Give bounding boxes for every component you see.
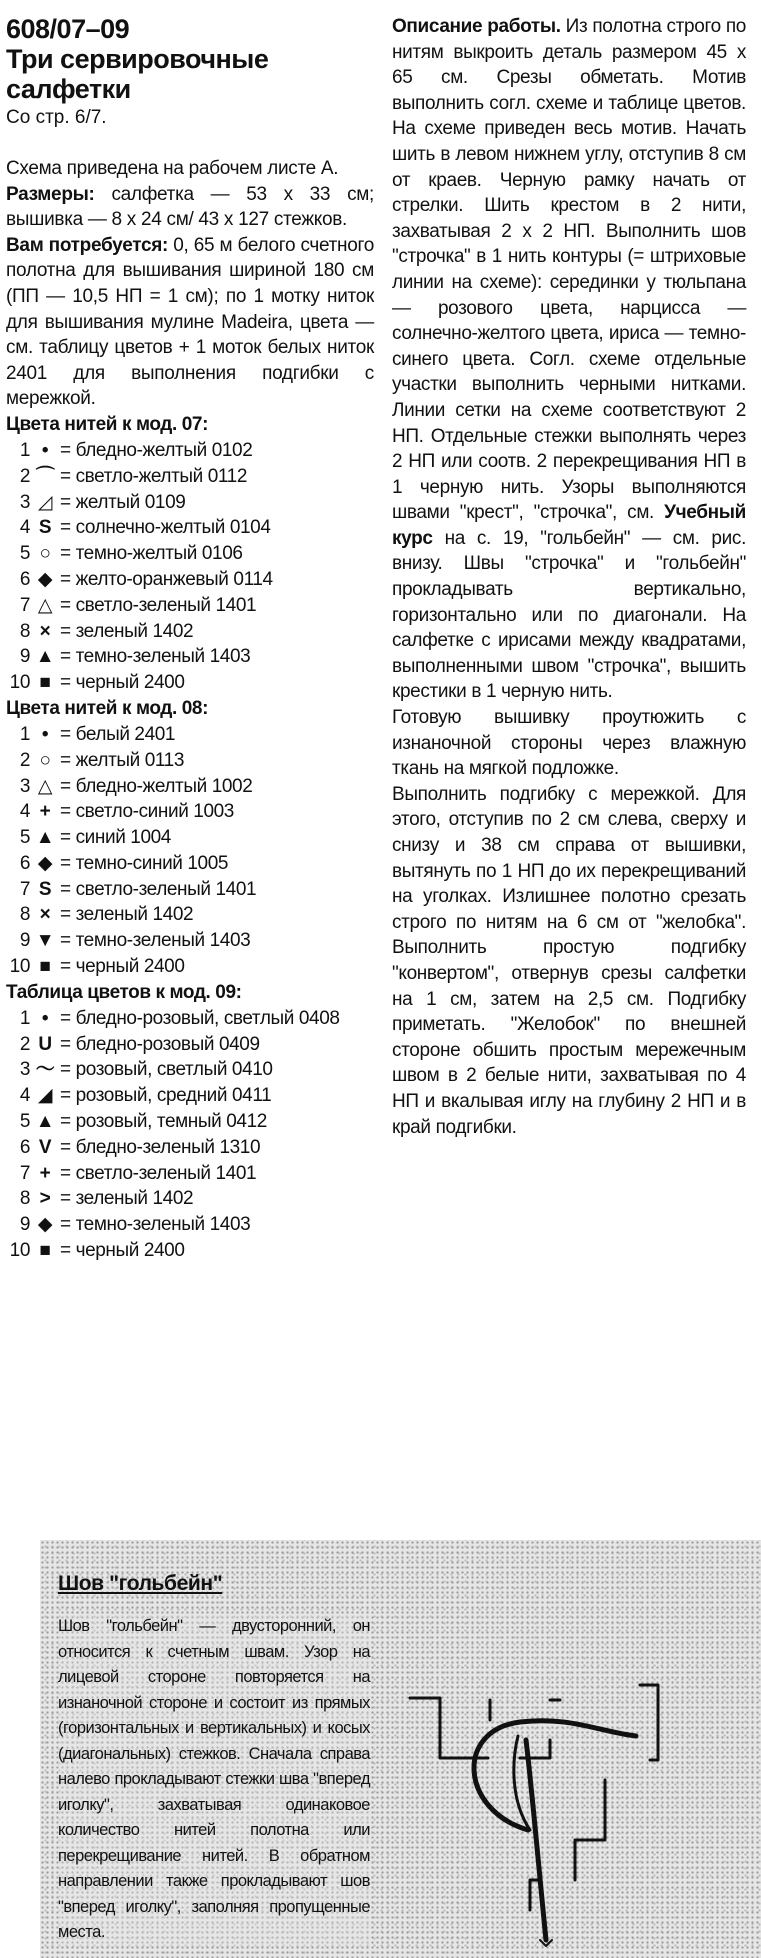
color-number: 7	[19, 1162, 30, 1184]
color-description: = синий 1004	[60, 827, 171, 849]
color-symbol: ◆	[37, 568, 53, 590]
colors-09-list	[6, 1006, 374, 1264]
color-symbol: +	[39, 801, 51, 823]
color-symbol: ×	[39, 620, 51, 642]
sizes-paragraph	[6, 182, 374, 233]
color-symbol: ◆	[37, 852, 53, 874]
color-number: 6	[19, 852, 30, 874]
color-number: 2	[19, 1033, 30, 1055]
colors-08-list	[6, 722, 374, 980]
color-description: = светло-зеленый 1401	[60, 594, 257, 616]
color-item	[6, 722, 374, 748]
color-item	[6, 851, 374, 877]
color-item	[6, 567, 374, 593]
sizes-label: Размеры:	[6, 183, 95, 205]
color-symbol: ◿	[37, 491, 53, 513]
work-paragraph-2: Готовую вышивку проутюжить с изнаночной стороны через влажную ткань на мягкой подложке.	[392, 707, 746, 780]
course-label: Учебный курс	[392, 502, 746, 549]
color-number: 8	[19, 1188, 30, 1210]
color-number: 9	[19, 930, 30, 952]
sizes-text: салфетка — 53 x 33 см; вышивка — 8 x 24 см/ 43 x 127 стежков.	[6, 183, 375, 231]
color-description: = зеленый 1402	[60, 1188, 194, 1210]
color-item	[6, 954, 374, 980]
color-symbol: △	[37, 775, 53, 797]
color-number: 1	[19, 723, 30, 745]
color-number: 5	[19, 827, 30, 849]
color-symbol: ▼	[35, 930, 55, 952]
color-symbol: ■	[39, 672, 51, 694]
color-symbol: △	[37, 594, 53, 616]
color-symbol: •	[41, 439, 49, 461]
color-description: = светло-синий 1003	[60, 801, 234, 823]
color-number: 5	[19, 543, 30, 565]
color-description: = желтый 0113	[60, 749, 185, 771]
color-description: = черный 2400	[60, 956, 185, 978]
color-item	[6, 1032, 374, 1058]
color-number: 4	[19, 1085, 30, 1107]
color-symbol: ■	[39, 956, 51, 978]
color-description: = желтый 0109	[60, 491, 186, 513]
color-symbol: ▲	[35, 1111, 55, 1133]
color-symbol: ■	[39, 1240, 51, 1262]
color-number: 1	[19, 1007, 30, 1029]
color-description: = темно-зеленый 1403	[60, 646, 251, 668]
color-number: 10	[9, 1240, 30, 1262]
color-number: 5	[19, 1111, 30, 1133]
color-number: 9	[19, 646, 30, 668]
color-symbol: >	[39, 1188, 51, 1210]
color-description: = темно-зеленый 1403	[60, 930, 251, 952]
color-number: 10	[9, 672, 30, 694]
colors-07-list	[6, 438, 374, 696]
work-text-1: Из полотна строго по нитям выкроить деталь размером 45 x 65 см. Срезы обметать. Мотив выполнить согл. схеме и таблице цветов. На схеме приведен весь мотив. Начать шить в левом нижнем углу, отступив 8 см от краев. Черную рамку начать от стрелки. Шить крестом в 2 нити, захватывая 2 x 2 НП. Выполнить шов "строчка" в 1 нить контуры (= штриховые линии на схеме): серединки у тюльпана — розового цвета, нарцисса — солнечно-желтого цвета, ириса — темно-синего цвета. Согл. схеме отдельные участки выполнить черными нитками. Линии сетки на схеме соответствуют 2 НП. Отдельные стежки выполнять через 2 НП или соотв. 2 перекрещивания НП в 1 черную нить. Узоры выполняются швами "крест", "строчка", см.	[392, 16, 747, 524]
color-number: 8	[19, 904, 30, 926]
page-reference: Со стр. 6/7.	[6, 107, 107, 128]
work-paragraph-1	[392, 14, 746, 705]
color-symbol: ○	[39, 543, 51, 565]
color-item	[6, 438, 374, 464]
colors-07-heading: Цвета нитей к мод. 07:	[6, 413, 208, 435]
color-item	[6, 1109, 374, 1135]
color-symbol: S	[38, 878, 52, 900]
color-description: = зеленый 1402	[60, 620, 194, 642]
color-number: 3	[19, 491, 30, 513]
title-line-2: салфетки	[6, 74, 131, 104]
color-description: = бледно-розовый 0409	[60, 1033, 260, 1055]
color-item	[6, 799, 374, 825]
color-item	[6, 670, 374, 696]
color-description: = темно-синий 1005	[60, 852, 229, 874]
color-description: = розовый, средний 0411	[60, 1085, 272, 1107]
color-description: = бледно-розовый, светлый 0408	[60, 1007, 340, 1029]
color-description: = розовый, светлый 0410	[60, 1059, 273, 1081]
color-item	[6, 1238, 374, 1264]
scheme-note: Схема приведена на рабочем листе А.	[6, 158, 339, 179]
color-symbol: ▲	[35, 827, 55, 849]
materials-paragraph	[6, 233, 374, 412]
color-description: = светло-желтый 0112	[60, 465, 248, 487]
color-description: = солнечно-желтый 0104	[60, 517, 271, 539]
holbein-stitch-illustration	[400, 1640, 700, 1950]
color-item	[6, 644, 374, 670]
color-item	[6, 464, 374, 490]
color-description: = бледно-желтый 1002	[60, 775, 253, 797]
color-item	[6, 877, 374, 903]
color-item	[6, 619, 374, 645]
color-number: 7	[19, 594, 30, 616]
holbein-title: Шов "гольбейн"	[58, 1572, 223, 1595]
color-item	[6, 1135, 374, 1161]
color-number: 9	[19, 1214, 30, 1236]
color-number: 2	[19, 465, 30, 487]
work-paragraph-3: Выполнить подгибку с мережкой. Для этого, отступив по 2 см слева, сверху и снизу и 38 см справа от вышивки, вытянуть по 1 НП до их перекрещиваний на уголках. Излишнее полотно срезать строго по нитям на 6 см от "желобка". Выполнить простую подгибку "конвертом", отвернув срезы салфетки на 1 см, затем на 2,5 см. Подгибку приметать. "Желобок" по внешней стороне обшить простым мережечным швом в 2 белые нити, захватывая по 4 НП и вкалывая иглу на глубину 2 НП и в край подгибки.	[392, 783, 746, 1138]
color-item	[6, 490, 374, 516]
color-symbol: U	[38, 1033, 52, 1055]
work-text-2: на с. 19, "гольбейн" — см. рис. внизу. Швы "строчка" и "гольбейн" прокладывать вертикально, горизонтально или по диагонали. На салфетке с ирисами между квадратами, выполненными швом "строчка", вышить крестики в 1 черную нить.	[392, 527, 746, 703]
color-number: 7	[19, 878, 30, 900]
color-item	[6, 902, 374, 928]
color-symbol: ▲	[35, 646, 55, 668]
color-symbol: ◢	[37, 1085, 53, 1107]
holbein-box	[40, 1540, 761, 1958]
color-number: 4	[19, 517, 30, 539]
color-description: = светло-зеленый 1401	[60, 878, 257, 900]
color-symbol: ×	[39, 904, 51, 926]
color-item	[6, 593, 374, 619]
color-symbol: S	[38, 517, 52, 539]
color-symbol: •	[41, 723, 49, 745]
color-item	[6, 825, 374, 851]
color-description: = розовый, темный 0412	[60, 1111, 267, 1133]
work-label: Описание работы.	[392, 16, 561, 37]
color-symbol: +	[39, 1162, 51, 1184]
color-symbol: ⌒	[35, 465, 55, 487]
color-item	[6, 748, 374, 774]
color-description: = белый 2401	[60, 723, 176, 745]
color-number: 6	[19, 568, 30, 590]
pattern-number: 608/07–09	[6, 14, 130, 44]
color-number: 10	[9, 956, 30, 978]
color-item	[6, 1212, 374, 1238]
color-item	[6, 515, 374, 541]
color-description: = темно-желтый 0106	[60, 543, 243, 565]
colors-09-heading: Таблица цветов к мод. 09:	[6, 981, 242, 1003]
color-number: 3	[19, 775, 30, 797]
title-line-1: Три сервировочные	[6, 44, 269, 74]
color-number: 8	[19, 620, 30, 642]
color-symbol: •	[41, 1007, 49, 1029]
color-symbol: ○	[39, 749, 51, 771]
color-item	[6, 1161, 374, 1187]
color-number: 1	[19, 439, 30, 461]
color-number: 6	[19, 1136, 30, 1158]
color-item	[6, 1083, 374, 1109]
color-number: 2	[19, 749, 30, 771]
materials-label: Вам потребуется:	[6, 234, 169, 256]
color-description: = бледно-желтый 0102	[60, 439, 253, 461]
color-item	[6, 774, 374, 800]
color-number: 3	[19, 1059, 30, 1081]
materials-text: 0, 65 м белого счетного полотна для вышивания шириной 180 см (ПП — 10,5 НП = 1 см); по 1 мотку ниток для вышивания мулине Madeira, цвета — см. таблицу цветов + 1 моток белых ниток 2401 для выполнения подгибки с мережкой.	[6, 234, 375, 410]
color-item	[6, 928, 374, 954]
right-column	[392, 14, 746, 1140]
color-item	[6, 1006, 374, 1032]
color-description: = бледно-зеленый 1310	[60, 1136, 261, 1158]
color-description: = светло-зеленый 1401	[60, 1162, 257, 1184]
colors-08-heading: Цвета нитей к мод. 08:	[6, 697, 208, 719]
color-symbol: ◆	[37, 1214, 53, 1236]
color-item	[6, 1057, 374, 1083]
color-description: = черный 2400	[60, 1240, 185, 1262]
color-description: = зеленый 1402	[60, 904, 194, 926]
left-column	[6, 14, 374, 1264]
color-item	[6, 541, 374, 567]
color-number: 4	[19, 801, 30, 823]
color-symbol: V	[38, 1136, 52, 1158]
color-description: = черный 2400	[60, 672, 185, 694]
color-item	[6, 1186, 374, 1212]
holbein-text: Шов "гольбейн" — двусторонний, он относится к счетным швам. Узор на лицевой стороне повторяется на изнаночной стороне и состоит из прямых (горизонтальных и вертикальных) и косых (диагональных) стежков. Сначала справа налево прокладывают стежки шва "вперед иголку", захватывая одинаковое количество нитей полотна или перекрещивание нитей. В обратном направлении также прокладывают шов "вперед иголку", заполняя пропущенные места.	[58, 1614, 370, 1946]
color-symbol: 〜	[35, 1059, 55, 1081]
color-description: = темно-зеленый 1403	[60, 1214, 251, 1236]
color-description: = желто-оранжевый 0114	[60, 568, 273, 590]
